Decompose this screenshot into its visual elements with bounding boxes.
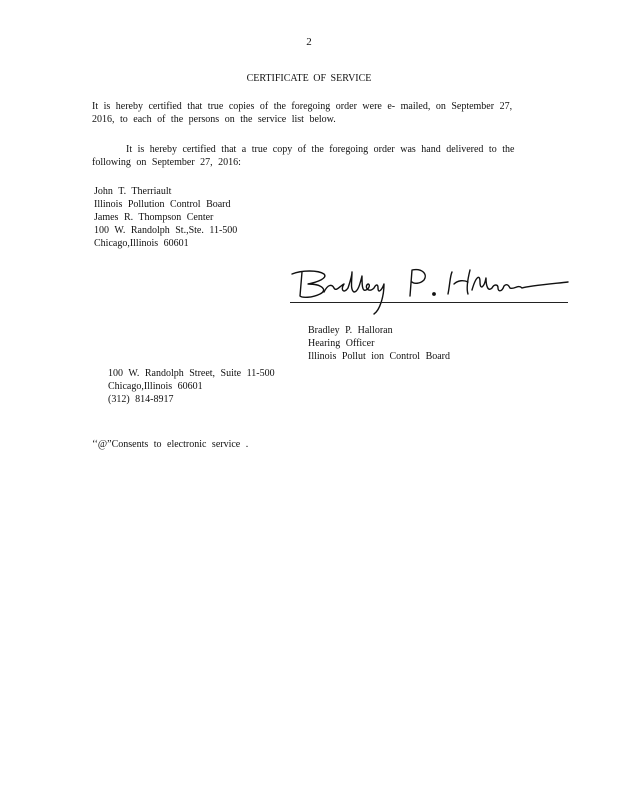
certification-paragraph-email: It is hereby certified that true copies of the foregoing order were e- mailed, on September 27, 2016, to each of the persons on the service list below.	[92, 101, 513, 125]
recipient-line: John T. Therriault	[94, 186, 172, 197]
officer-line: Hearing Officer	[308, 338, 375, 349]
hearing-officer-block	[308, 324, 450, 363]
paragraph2-text: It is hereby certified that a true copy of the foregoing order was hand delivered to the following on September 27, 2016:	[92, 144, 515, 168]
officer-address-line: Chicago,Illinois 60601	[108, 381, 203, 392]
page-number: 2	[306, 36, 312, 48]
electronic-service-note: ‘‘@”Consents to electronic service .	[92, 439, 249, 450]
certification-paragraph-hand-delivery	[92, 143, 522, 169]
recipient-line: 100 W. Randolph St.,Ste. 11-500	[94, 225, 238, 236]
recipient-line: James R. Thompson Center	[94, 212, 214, 223]
officer-address-line: 100 W. Randolph Street, Suite 11-500	[108, 368, 275, 379]
officer-address-line: (312) 814-8917	[108, 394, 174, 405]
recipient-address-block	[94, 185, 237, 250]
document-title: CERTIFICATE OF SERVICE	[246, 73, 372, 84]
signature-line	[290, 302, 568, 303]
handwritten-signature	[288, 266, 570, 318]
officer-line: Bradley P. Halloran	[308, 325, 393, 336]
recipient-line: Illinois Pollution Control Board	[94, 199, 231, 210]
officer-address-block	[108, 367, 275, 406]
recipient-line: Chicago,Illinois 60601	[94, 238, 189, 249]
officer-line: Illinois Pollut ion Control Board	[308, 351, 451, 362]
